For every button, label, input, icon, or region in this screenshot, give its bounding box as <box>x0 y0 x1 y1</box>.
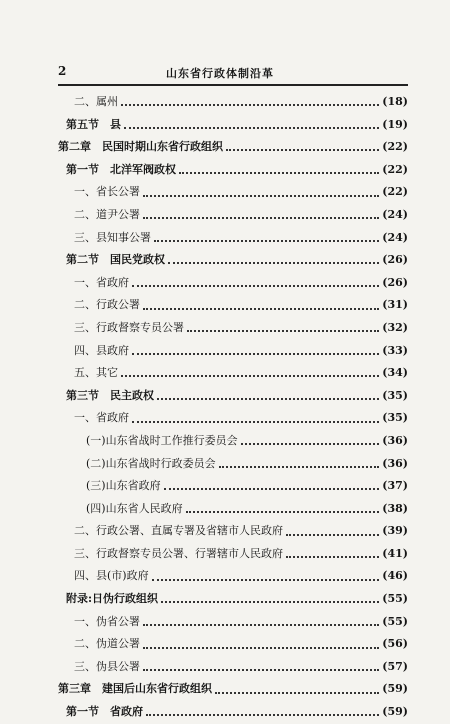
header-rule <box>58 84 408 86</box>
toc-entry-title: 二、属州 <box>74 95 118 108</box>
toc-entry-title: 二、道尹公署 <box>74 207 140 221</box>
toc-entry-page: (36) <box>382 456 408 470</box>
toc-entry-title: 一、省政府 <box>74 411 129 425</box>
toc-entry <box>58 475 408 498</box>
toc-entry <box>58 136 408 159</box>
dot-leader <box>121 104 379 106</box>
toc-entry <box>58 159 408 182</box>
toc-entry-page: (22) <box>382 185 408 199</box>
toc-entry-title: 附录:日伪行政组织 <box>66 592 159 606</box>
toc-entry <box>58 91 408 114</box>
dot-leader <box>152 579 380 581</box>
dot-leader <box>143 308 379 310</box>
dot-leader <box>154 240 379 242</box>
page-number: 2 <box>58 64 67 78</box>
toc-entry-title: 第三章 建国后山东省行政组织 <box>58 682 212 696</box>
table-of-contents <box>58 91 408 724</box>
toc-entry-page: (35) <box>382 388 408 402</box>
toc-entry-page: (19) <box>382 117 408 131</box>
toc-entry <box>58 565 408 588</box>
toc-entry <box>58 204 408 227</box>
toc-entry-page: (37) <box>382 479 408 493</box>
dot-leader <box>132 421 379 423</box>
toc-entry-page: (24) <box>382 207 408 221</box>
toc-entry <box>58 430 408 453</box>
toc-entry-page: (57) <box>382 659 408 673</box>
dot-leader <box>143 195 379 197</box>
toc-entry-title: 第二章 民国时期山东省行政组织 <box>58 140 223 154</box>
dot-leader <box>241 443 380 445</box>
dot-leader <box>132 353 379 355</box>
toc-entry-title: 四、县(市)政府 <box>74 569 149 583</box>
running-title: 山东省行政体制沿革 <box>166 67 274 80</box>
toc-entry <box>58 498 408 521</box>
toc-entry-page: (31) <box>382 298 408 312</box>
toc-entry-page: (55) <box>382 614 408 628</box>
toc-entry-title: 二、行政公署 <box>74 298 140 312</box>
toc-entry <box>58 294 408 317</box>
toc-entry-title: 二、伪道公署 <box>74 637 140 651</box>
toc-entry-page: (55) <box>382 592 408 606</box>
toc-entry <box>58 633 408 656</box>
toc-entry-page: (22) <box>382 140 408 154</box>
toc-entry-page: (34) <box>382 366 408 380</box>
dot-leader <box>226 149 379 151</box>
toc-entry-title: 三、行政督察专员公署 <box>74 320 184 334</box>
dot-leader <box>286 534 379 536</box>
dot-leader <box>143 647 379 649</box>
dot-leader <box>286 556 379 558</box>
toc-entry-title: 三、县知事公署 <box>74 230 151 244</box>
dot-leader <box>215 692 379 694</box>
toc-entry-title: 第三节 民主政权 <box>66 388 154 402</box>
toc-entry-title: (一)山东省战时工作推行委员会 <box>86 433 238 447</box>
toc-entry-page: (41) <box>382 546 408 560</box>
dot-leader <box>164 488 380 490</box>
toc-entry-title: 一、省长公署 <box>74 185 140 199</box>
toc-entry-title: 三、伪县公署 <box>74 659 140 673</box>
toc-entry-page: (38) <box>382 501 408 515</box>
toc-entry <box>58 701 408 724</box>
dot-leader <box>121 375 379 377</box>
dot-leader <box>132 285 379 287</box>
dot-leader <box>187 330 379 332</box>
dot-leader <box>143 217 379 219</box>
toc-entry-title: (四)山东省人民政府 <box>86 501 183 515</box>
toc-entry <box>58 543 408 566</box>
toc-entry-page: (39) <box>382 524 408 538</box>
dot-leader <box>143 669 379 671</box>
toc-entry-page: (26) <box>382 275 408 289</box>
toc-entry <box>58 656 408 679</box>
toc-entry-page: (18) <box>382 95 408 108</box>
toc-entry-title: (二)山东省战时行政委员会 <box>86 456 216 470</box>
toc-entry-page: (24) <box>382 230 408 244</box>
dot-leader <box>179 172 379 174</box>
toc-entry-page: (46) <box>382 569 408 583</box>
toc-entry <box>58 114 408 137</box>
toc-entry-page: (32) <box>382 320 408 334</box>
toc-entry-title: 第二节 国民党政权 <box>66 253 165 267</box>
toc-entry <box>58 588 408 611</box>
dot-leader <box>146 714 379 716</box>
toc-entry-page: (56) <box>382 637 408 651</box>
toc-entry <box>58 340 408 363</box>
toc-entry-title: 四、县政府 <box>74 343 129 357</box>
toc-entry-page: (22) <box>382 162 408 176</box>
toc-entry <box>58 317 408 340</box>
toc-entry-page: (33) <box>382 343 408 357</box>
toc-entry-title: 三、行政督察专员公署、行署辖市人民政府 <box>74 546 283 560</box>
toc-entry-title: 第一节 北洋军阀政权 <box>66 162 176 176</box>
toc-entry-page: (59) <box>382 682 408 696</box>
dot-leader <box>157 398 379 400</box>
toc-entry <box>58 272 408 295</box>
toc-entry <box>58 249 408 272</box>
dot-leader <box>168 262 379 264</box>
toc-entry <box>58 611 408 634</box>
toc-entry-page: (59) <box>382 705 408 719</box>
dot-leader <box>186 511 380 513</box>
page-header <box>58 64 408 82</box>
toc-entry-title: (三)山东省政府 <box>86 479 161 493</box>
toc-entry-title: 第五节 县 <box>66 117 121 131</box>
toc-entry <box>58 362 408 385</box>
toc-entry-title: 第一节 省政府 <box>66 705 143 719</box>
toc-entry <box>58 453 408 476</box>
toc-entry <box>58 181 408 204</box>
toc-entry-title: 一、伪省公署 <box>74 614 140 628</box>
toc-entry-page: (35) <box>382 411 408 425</box>
dot-leader <box>161 601 379 603</box>
toc-entry <box>58 385 408 408</box>
toc-entry-page: (26) <box>382 253 408 267</box>
dot-leader <box>124 127 379 129</box>
toc-entry <box>58 678 408 701</box>
toc-entry-title: 五、其它 <box>74 366 118 380</box>
toc-entry <box>58 227 408 250</box>
dot-leader <box>143 624 379 626</box>
toc-entry <box>58 407 408 430</box>
dot-leader <box>219 466 380 468</box>
toc-entry <box>58 520 408 543</box>
toc-entry-page: (36) <box>382 433 408 447</box>
toc-entry-title: 一、省政府 <box>74 275 129 289</box>
toc-entry-title: 二、行政公署、直属专署及省辖市人民政府 <box>74 524 283 538</box>
